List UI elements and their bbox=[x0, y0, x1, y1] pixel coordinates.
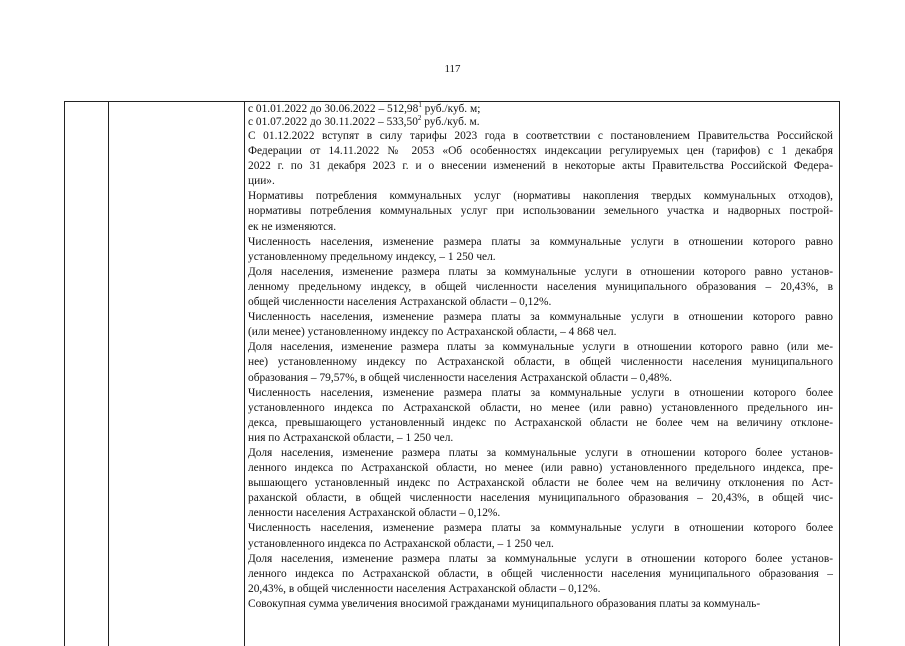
paragraph-line: установленного индекса по Астраханской области, но менее (или равно) установленного предельного ин- bbox=[248, 401, 833, 414]
footnote-mark: 1 bbox=[418, 101, 422, 110]
paragraph-line: Нормативы потребления коммунальных услуг (нормативы накопления твердых коммунальных отходов), bbox=[248, 190, 833, 203]
paragraph-line: нее) установленному индексу по Астраханской области, в общей численности населения муниципального bbox=[248, 356, 833, 369]
paragraph-line: Численность населения, изменение размера платы за коммунальные услуги в отношении которого равно bbox=[248, 235, 833, 248]
paragraph-line: ленного индекса по Астраханской области, но менее (или равно) установленного предельного индекса, пре- bbox=[248, 462, 833, 475]
paragraph-line: ленному предельному индексу, в общей численности населения муниципального образования – 20,43%, в bbox=[248, 280, 833, 293]
paragraph-line: (или менее) установленному индексу по Астраханской области, – 4 868 чел. bbox=[248, 326, 617, 339]
paragraph-line: ленности населения Астраханской области – 0,12%. bbox=[248, 507, 501, 520]
paragraph-line: декса, превышающего установленный индекс по Астраханской области не более чем на величину отклоне- bbox=[248, 416, 833, 429]
body-paragraph bbox=[248, 189, 833, 234]
paragraph-line: Федерации от 14.11.2022 № 2053 «Об особенностях индексации регулируемых цен (тарифов) с 1 декабря bbox=[248, 145, 833, 158]
paragraph-line: установленному предельному индексу, – 1 250 чел. bbox=[248, 250, 496, 263]
tariff-rate-unit: руб./куб. м; bbox=[421, 103, 481, 115]
tariff-rate-unit: руб./куб. м. bbox=[421, 116, 480, 128]
paragraph-line: установленного индекса по Астраханской области, – 1 250 чел. bbox=[248, 537, 554, 550]
paragraph-line: образования – 79,57%, в общей численности населения Астраханской области – 0,48%. bbox=[248, 371, 672, 384]
paragraph-line: Доля населения, изменение размера платы за коммунальные услуги в отношении которого равно установ- bbox=[248, 265, 833, 278]
body-paragraph bbox=[248, 597, 833, 612]
paragraph-line: Совокупная сумма увеличения вносимой гражданами муниципального образования платы за коммуналь- bbox=[248, 597, 761, 610]
tariff-rate-line bbox=[248, 116, 833, 129]
paragraph-line: Доля населения, изменение размера платы за коммунальные услуги в отношении которого равно (или ме- bbox=[248, 341, 833, 354]
body-paragraph bbox=[248, 446, 833, 521]
paragraph-line: 2022 г. по 31 декабря 2023 г. и о внесении изменений в некоторые акты Правительства Российской Федера- bbox=[248, 160, 833, 173]
paragraph-line: раханской области, в общей численности населения муниципального образования – 20,43%, в общей чис- bbox=[248, 492, 833, 505]
paragraph-line: общей численности населения Астраханской области – 0,12%. bbox=[248, 296, 552, 309]
footnote-mark: 2 bbox=[417, 114, 422, 123]
body-paragraph bbox=[248, 310, 833, 340]
paragraph-line: ции». bbox=[248, 175, 275, 188]
table-column-divider bbox=[108, 102, 109, 646]
page-number: 117 bbox=[444, 63, 461, 75]
table-column-divider bbox=[244, 102, 245, 646]
paragraph-list bbox=[248, 129, 833, 612]
tariff-rate-text: с 01.01.2022 до 30.06.2022 – 512,98 bbox=[248, 103, 419, 115]
body-paragraph bbox=[248, 340, 833, 385]
paragraph-line: ек не изменяются. bbox=[248, 220, 337, 233]
paragraph-line: нормативы потребления коммунальных услуг при использовании земельного участка и надворных построй- bbox=[248, 205, 833, 218]
tariff-rate-line bbox=[248, 103, 833, 116]
body-paragraph bbox=[248, 521, 833, 551]
table-cell-text bbox=[248, 103, 833, 612]
paragraph-line: Численность населения, изменение размера платы за коммунальные услуги в отношении которого более bbox=[248, 386, 833, 399]
document-table bbox=[64, 101, 840, 646]
body-paragraph bbox=[248, 129, 833, 189]
paragraph-line: Численность населения, изменение размера платы за коммунальные услуги в отношении которого равно bbox=[248, 311, 833, 324]
body-paragraph bbox=[248, 235, 833, 265]
paragraph-line: Доля населения, изменение размера платы за коммунальные услуги в отношении которого более установ- bbox=[248, 446, 833, 459]
paragraph-line: ленного индекса по Астраханской области, в общей численности населения муниципального образования – bbox=[248, 567, 833, 580]
paragraph-line: ния по Астраханской области, – 1 250 чел. bbox=[248, 431, 454, 444]
paragraph-line: Доля населения, изменение размера платы за коммунальные услуги в отношении которого более установ- bbox=[248, 552, 833, 565]
body-paragraph bbox=[248, 386, 833, 446]
paragraph-line: вышающего установленный индекс по Астраханской области не более чем на величину отклонения по Аст- bbox=[248, 477, 833, 490]
body-paragraph bbox=[248, 265, 833, 310]
paragraph-line: С 01.12.2022 вступят в силу тарифы 2023 года в соответствии с постановлением Правительства Российской bbox=[248, 130, 833, 142]
body-paragraph bbox=[248, 552, 833, 597]
paragraph-line: 20,43%, в общей численности населения Астраханской области – 0,12%. bbox=[248, 582, 601, 595]
tariff-rate-text: с 01.07.2022 до 30.11.2022 – 533,50 bbox=[248, 116, 418, 128]
paragraph-line: Численность населения, изменение размера платы за коммунальные услуги в отношении которого более bbox=[248, 522, 833, 535]
